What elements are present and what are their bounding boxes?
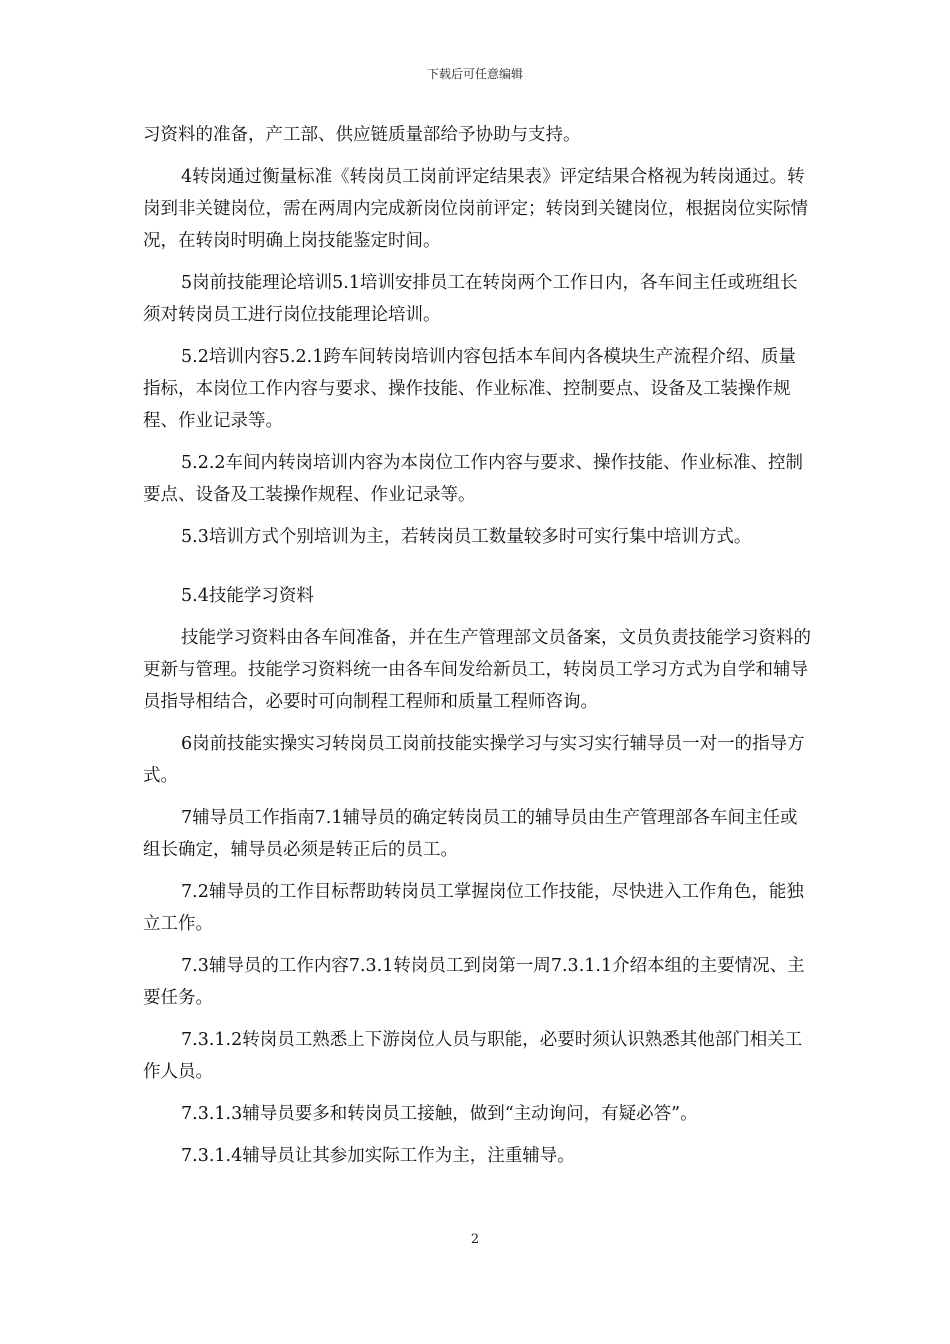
paragraph: 7.3.1.4辅导员让其参加实际工作为主，注重辅导。 xyxy=(181,1146,575,1166)
page-header: 下载后可任意编辑 xyxy=(426,67,523,81)
paragraph: 5.3培训方式个别培训为主，若转岗员工数量较多时可实行集中培训方式。 xyxy=(181,527,752,547)
section-heading: 5.4技能学习资料 xyxy=(181,586,314,606)
paragraph: 4转岗通过衡量标准《转岗员工岗前评定结果表》评定结果合格视为转岗通过。转岗到非关键岗位，需在两周内完成新岗位岗前评定；转岗到关键岗位，根据岗位实际情况，在转岗时明确上岗技能鉴定时间。 xyxy=(143,167,808,251)
document-body xyxy=(143,119,811,1182)
paragraph: 7.3辅导员的工作内容7.3.1转岗员工到岗第一周7.3.1.1介绍本组的主要情况、主要任务。 xyxy=(143,956,805,1008)
page-number: 2 xyxy=(470,1232,480,1247)
paragraph: 6岗前技能实操实习转岗员工岗前技能实操学习与实习实行辅导员一对一的指导方式。 xyxy=(143,734,805,786)
paragraph: 技能学习资料由各车间准备，并在生产管理部文员备案，文员负责技能学习资料的更新与管理。技能学习资料统一由各车间发给新员工，转岗员工学习方式为自学和辅导员指导相结合，必要时可向制程工程师和质量工程师咨询。 xyxy=(143,628,811,712)
paragraph: 习资料的准备，产工部、供应链质量部给予协助与支持。 xyxy=(143,125,581,145)
paragraph: 7.3.1.2转岗员工熟悉上下游岗位人员与职能，必要时须认识熟悉其他部门相关工作人员。 xyxy=(143,1030,803,1082)
paragraph: 5岗前技能理论培训5.1培训安排员工在转岗两个工作日内，各车间主任或班组长须对转岗员工进行岗位技能理论培训。 xyxy=(143,273,798,325)
paragraph: 5.2培训内容5.2.1跨车间转岗培训内容包括本车间内各模块生产流程介绍、质量指标，本岗位工作内容与要求、操作技能、作业标准、控制要点、设备及工装操作规程、作业记录等。 xyxy=(143,347,796,431)
paragraph: 7辅导员工作指南7.1辅导员的确定转岗员工的辅导员由生产管理部各车间主任或组长确定，辅导员必须是转正后的员工。 xyxy=(143,808,798,860)
paragraph: 7.3.1.3辅导员要多和转岗员工接触，做到“主动询问，有疑必答”。 xyxy=(181,1104,698,1124)
paragraph: 7.2辅导员的工作目标帮助转岗员工掌握岗位工作技能，尽快进入工作角色，能独立工作。 xyxy=(143,882,804,934)
paragraph: 5.2.2车间内转岗培训内容为本岗位工作内容与要求、操作技能、作业标准、控制要点、设备及工装操作规程、作业记录等。 xyxy=(143,453,804,505)
